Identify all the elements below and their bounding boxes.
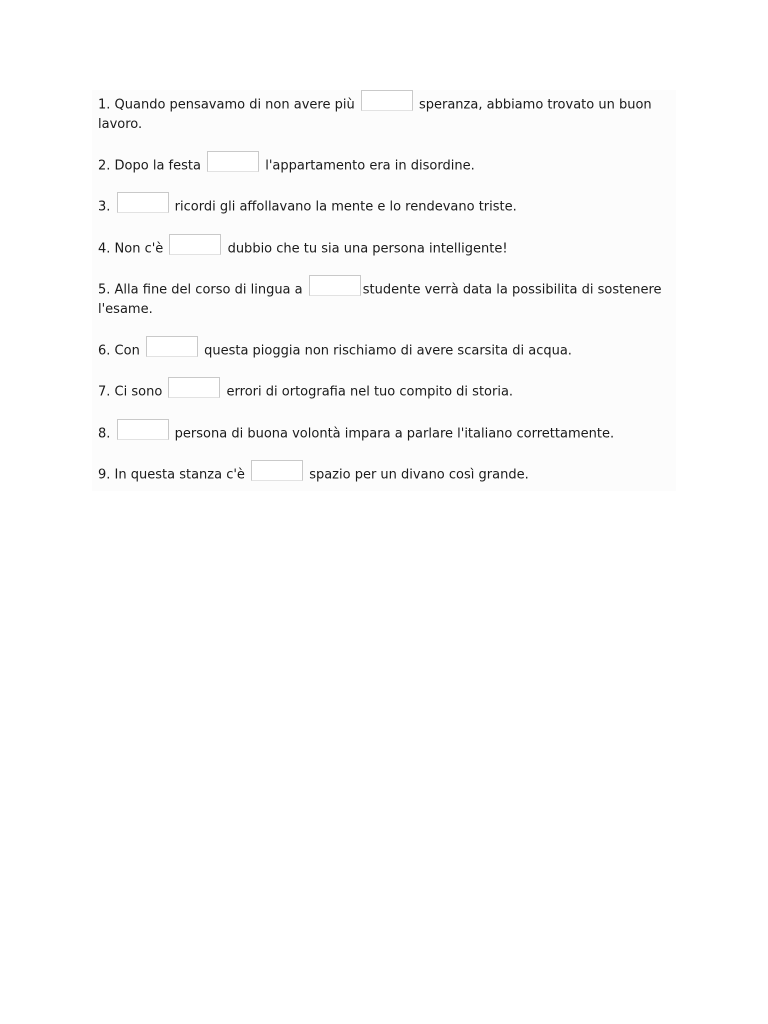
item-text-after: questa pioggia non rischiamo di avere scarsita di acqua. [199, 343, 572, 358]
exercise-item-1 [98, 90, 670, 134]
item-text-before: 3. [98, 199, 115, 215]
exercise-item-9 [98, 460, 670, 485]
answer-input-4[interactable] [169, 234, 221, 255]
answer-input-1[interactable] [361, 90, 413, 111]
item-text-after: dubbio che tu sia una persona intelligente! [223, 241, 508, 256]
item-text-before: 5. Alla fine del corso di lingua a [98, 282, 307, 298]
item-text-after: ricordi gli affollavano la mente e lo rendevano triste. [170, 199, 517, 215]
exercise-item-7 [98, 377, 670, 402]
answer-input-7[interactable] [168, 377, 220, 398]
item-text-after: spazio per un divano così grande. [305, 467, 529, 483]
item-text-after: persona di buona volontà impara a parlare l'italiano correttamente. [170, 426, 615, 441]
item-text-after: speranza, abbiamo trovato un buon lavoro. [98, 97, 652, 132]
answer-input-3[interactable] [117, 192, 169, 213]
item-text-after: studente verrà data la possibilita di sostenere l'esame. [98, 282, 662, 317]
fill-in-exercise [92, 90, 676, 491]
exercise-item-5 [98, 275, 670, 319]
exercise-item-3 [98, 192, 670, 217]
answer-input-5[interactable] [309, 275, 361, 296]
answer-input-8[interactable] [117, 419, 169, 440]
item-text-after: errori di ortografia nel tuo compito di storia. [222, 384, 514, 400]
answer-input-2[interactable] [207, 151, 259, 172]
exercise-item-8 [98, 419, 670, 444]
exercise-item-4 [98, 234, 670, 259]
item-text-before: 7. Ci sono [98, 384, 167, 400]
answer-input-6[interactable] [146, 336, 198, 357]
item-text-before: 8. [98, 426, 115, 441]
item-text-after: l'appartamento era in disordine. [261, 158, 475, 173]
item-text-before: 2. Dopo la festa [98, 158, 206, 173]
item-text-before: 9. In questa stanza c'è [98, 467, 250, 483]
item-text-before: 6. Con [98, 343, 144, 358]
item-text-before: 4. Non c'è [98, 241, 168, 256]
exercise-item-2 [98, 151, 670, 176]
exercise-item-6 [98, 336, 670, 361]
item-text-before: 1. Quando pensavamo di non avere più [98, 97, 359, 113]
answer-input-9[interactable] [251, 460, 303, 481]
